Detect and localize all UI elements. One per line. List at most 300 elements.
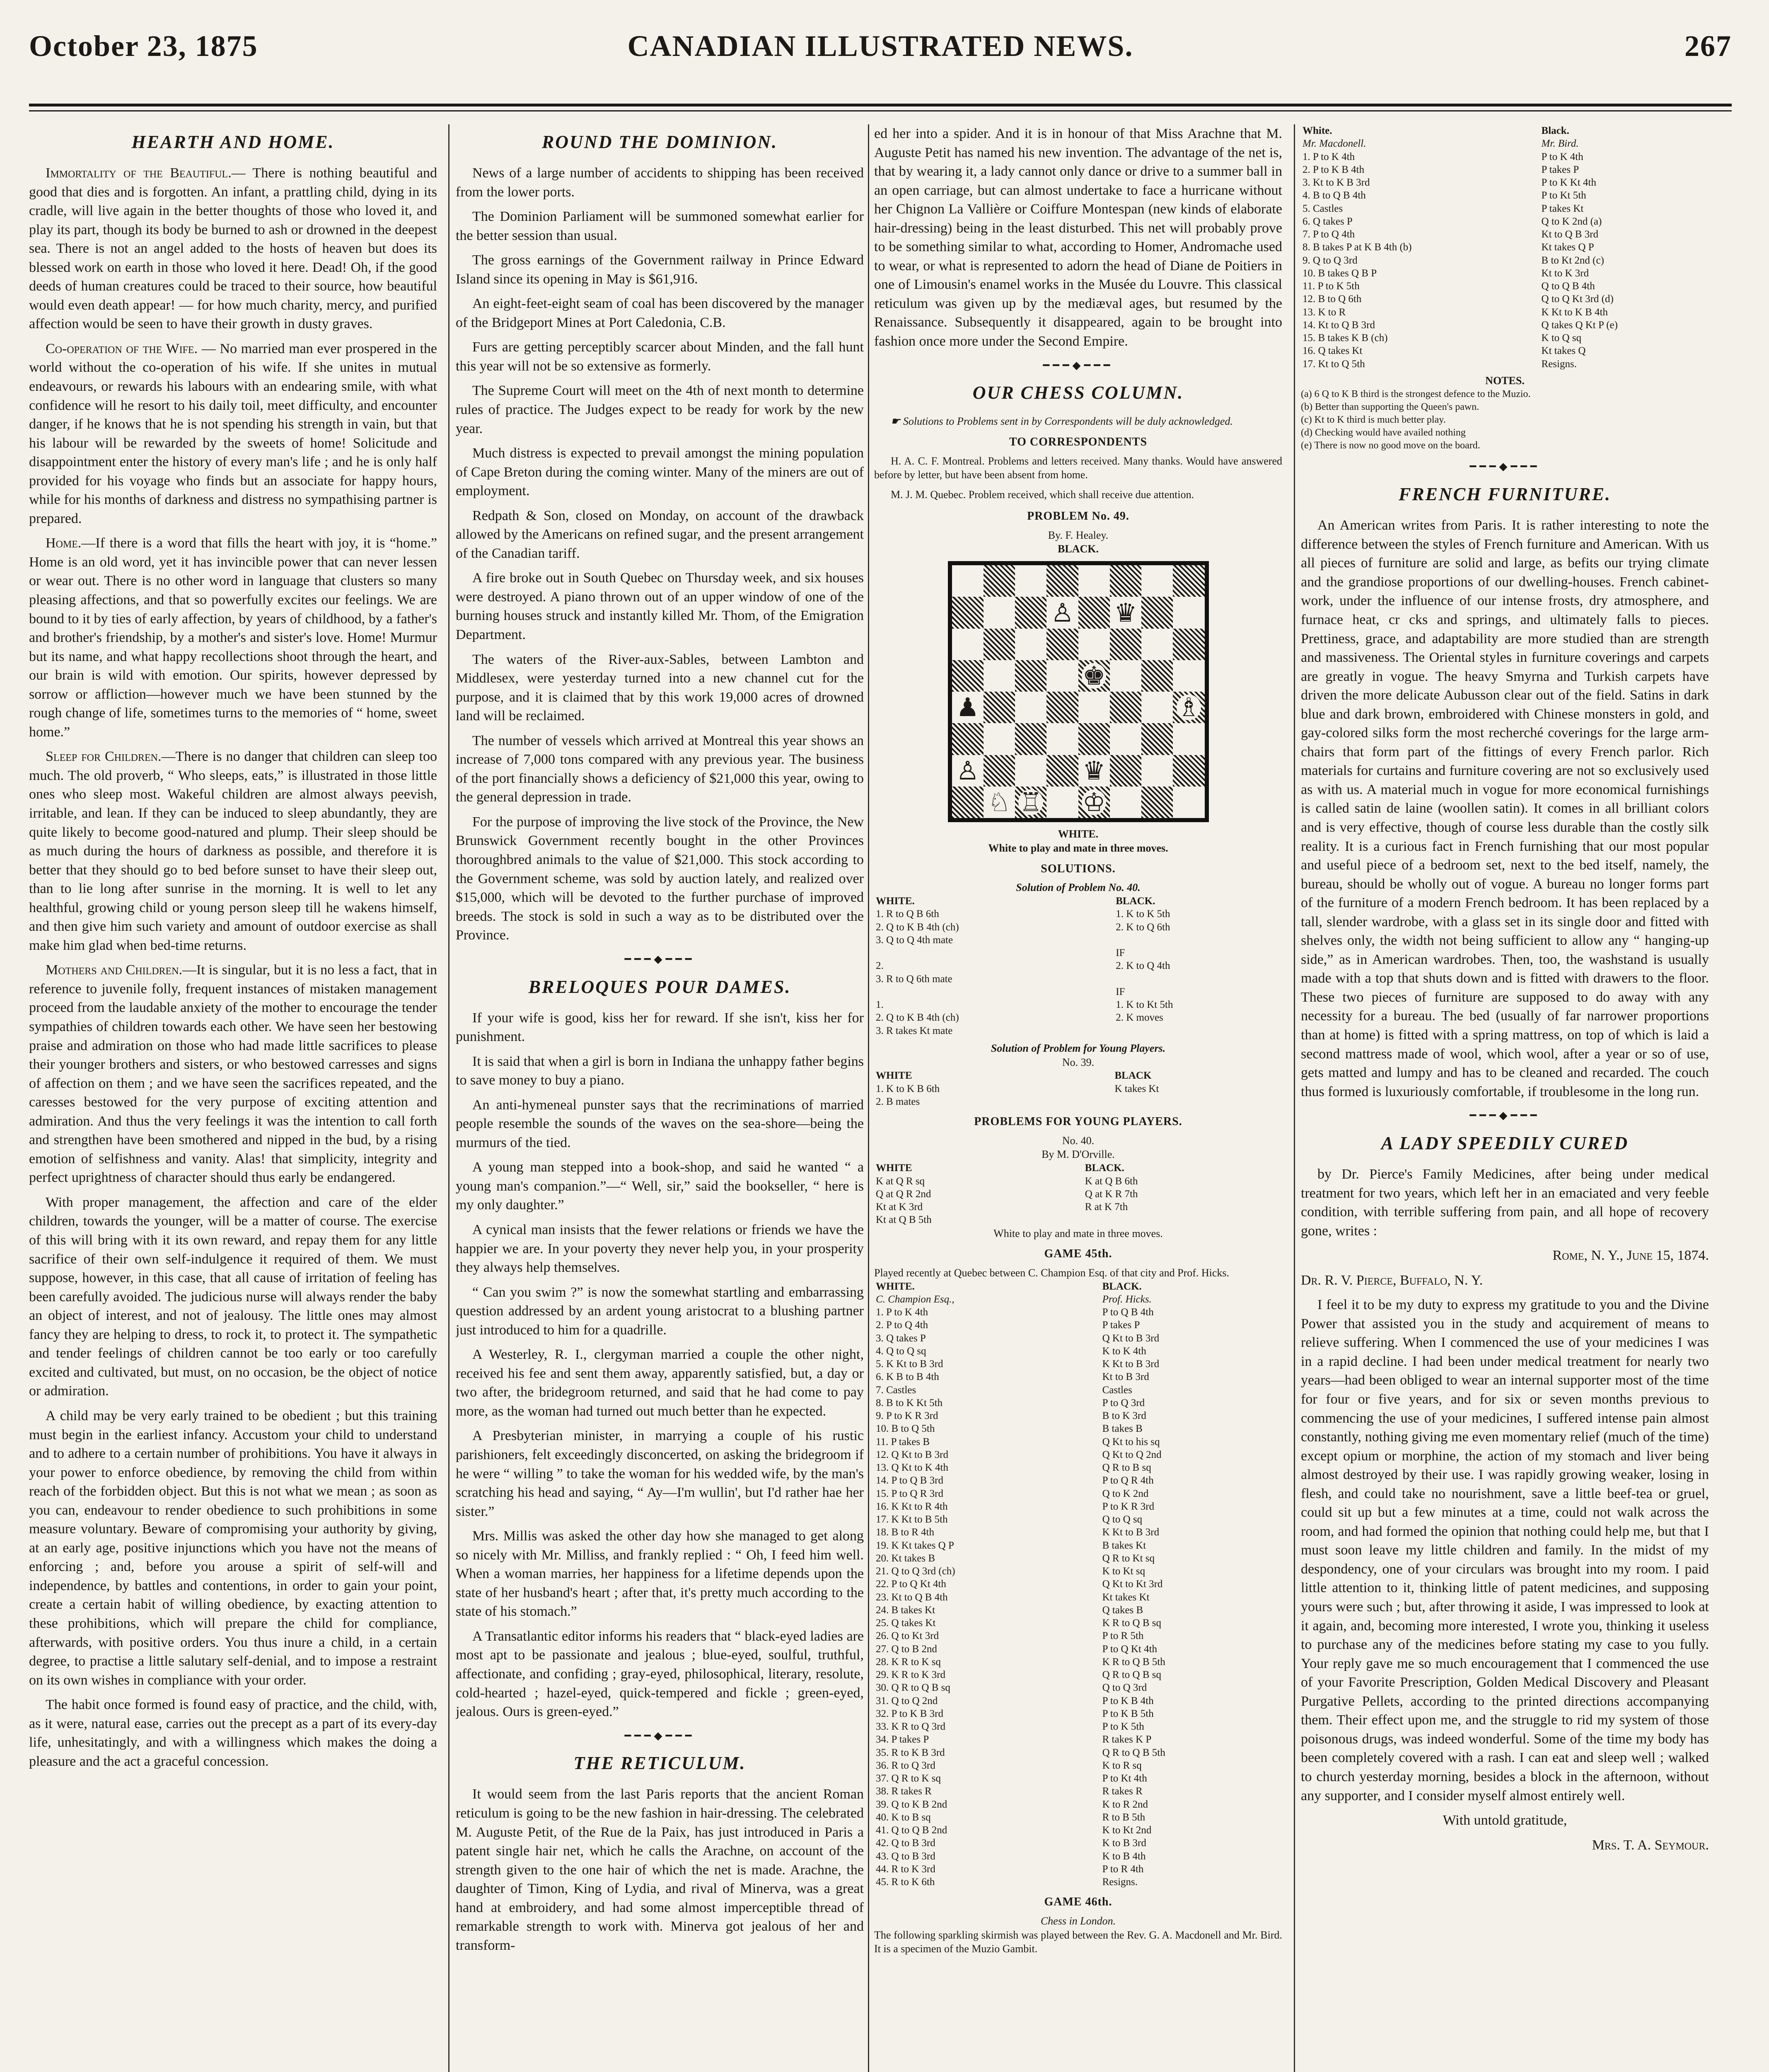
move-row — [874, 908, 1282, 920]
move-row — [874, 1617, 1282, 1629]
move-cell: Castles — [1102, 1384, 1132, 1396]
move-row — [874, 985, 1282, 998]
player-name: Mr. Bird. — [1541, 138, 1579, 150]
young-players-title: PROBLEMS FOR YOUNG PLAYERS. — [974, 1115, 1182, 1128]
lady-cured-intro: by Dr. Pierce's Family Medicines, after being under medical treatment for two years, which left her in an emaciated and very feeble condition, with terrible suffering from pain, and all hope of recovery gone, writes : — [1301, 1167, 1709, 1239]
paragraph — [29, 1193, 437, 1401]
paragraph-text: —There is no danger that children can sleep too much. The old proverb, “ Who sleeps, eats,” is illustrated in those little ones who sleep most. Wakeful children are almost always peevish, irritable, and lean. If they can be induced to sleep abundantly, they are quite likely to become good-natured and plump. Their sleep should be as much during the hours of darkness as possible, and therefore it is better that they should go to bed before sunset to have their sleep out, than to lie long after sunrise in the morning. It is well to let any healthful, growing child or young person sleep till he wakens himself, and then give him such variety and amount of outdoor exercise as shall make him glad when bed-time returns. — [29, 749, 437, 953]
move-row — [874, 921, 1282, 934]
move-cell: 27. Q to B 2nd — [876, 1643, 937, 1655]
move-cell: 2. K moves — [1116, 1012, 1163, 1024]
move-cell: Kt at K 3rd — [876, 1201, 923, 1213]
move-cell: P to R 5th — [1102, 1630, 1144, 1642]
move-cell: 3. R takes Kt mate — [876, 1025, 953, 1036]
move-row — [1301, 280, 1709, 293]
section-separator: ━━━◆━━━ — [1469, 460, 1540, 473]
move-row — [874, 1526, 1282, 1539]
move-row — [1301, 189, 1709, 202]
move-cell: 1. R to Q B 6th — [876, 908, 939, 920]
board-square — [1110, 565, 1141, 597]
move-cell: 40. K to B sq — [876, 1811, 931, 1823]
move-row — [1301, 176, 1709, 189]
board-square — [1173, 755, 1204, 787]
board-square — [952, 660, 984, 692]
game-note: (d) Checking would have availed nothing — [1301, 427, 1466, 438]
move-row — [1301, 202, 1709, 215]
move-cell: 28. K R to K sq — [876, 1656, 941, 1668]
board-square — [984, 660, 1015, 692]
move-cell: 1. P to K 4th — [876, 1307, 928, 1318]
move-row — [1301, 306, 1709, 319]
paragraph: Much distress is expected to prevail amongst the mining population of Cape Breton during the coming winter. Many of the miners are out of employment. — [456, 445, 864, 499]
column-divider — [1294, 124, 1295, 2072]
board-square — [1015, 660, 1046, 692]
move-cell: Kt to B 3rd — [1102, 1371, 1149, 1383]
game-45-table — [874, 1280, 1282, 1889]
move-cell: B takes B — [1102, 1423, 1143, 1435]
move-row — [1301, 358, 1709, 370]
move-cell: 17. K Kt to B 5th — [876, 1514, 948, 1525]
paragraph: A Westerley, R. I., clergyman married a couple the other night, received his fee and sent them away, apparently satisfied, but, a day or two after, the bridegroom returned, and said that he had come to pay more, as the woman had turned out much better than he expected. — [456, 1347, 864, 1419]
move-cell: 42. Q to B 3rd — [876, 1837, 935, 1849]
board-square — [984, 755, 1015, 787]
board-square — [1078, 755, 1110, 787]
move-cell: 16. K Kt to R 4th — [876, 1501, 948, 1512]
board-black-label: BLACK. — [1058, 543, 1099, 555]
move-cell: B to K 3rd — [1102, 1410, 1146, 1422]
solutions-title: SOLUTIONS. — [1041, 862, 1116, 875]
game-note: (e) There is now no good move on the board. — [1301, 440, 1480, 451]
move-row — [874, 946, 1282, 959]
paragraph-lead: Co-operation of the Wife. — [46, 341, 198, 356]
move-cell: Q to K 2nd — [1102, 1488, 1149, 1499]
paragraph — [29, 339, 437, 528]
young-problem-table — [874, 1162, 1282, 1226]
move-cell: 18. B to R 4th — [876, 1527, 934, 1538]
move-column-header: Black. — [1541, 125, 1569, 136]
paragraph — [29, 534, 437, 741]
paragraph — [29, 1695, 437, 1771]
move-row — [874, 1785, 1282, 1798]
move-cell: K at Q B 6th — [1085, 1175, 1138, 1187]
header-rule — [29, 104, 1732, 107]
move-cell: 11. P takes B — [876, 1436, 930, 1447]
move-cell: 8. B to K Kt 5th — [876, 1397, 943, 1409]
move-cell: Kt at Q B 5th — [876, 1214, 932, 1226]
move-cell: 2. Q to K B 4th (ch) — [876, 921, 959, 933]
move-cell: Kt takes Kt — [1102, 1591, 1150, 1603]
paragraph: “ Can you swim ?” is now the somewhat startling and embarrassing question addressed by an ardent young aristocrat to a blushing partner just introduced to him for a quadrille. — [456, 1284, 864, 1338]
move-cell: Q Kt to B 3rd — [1102, 1332, 1160, 1344]
board-square — [1173, 787, 1204, 818]
column-divider — [868, 124, 869, 2072]
move-cell: K to Kt 2nd — [1102, 1825, 1152, 1836]
move-row — [874, 973, 1282, 985]
move-cell: K Kt to B 3rd — [1102, 1527, 1160, 1538]
board-square — [1173, 692, 1204, 723]
move-cell: K R to Q B sq — [1102, 1617, 1161, 1629]
chess-piece: ♚ — [1082, 661, 1106, 691]
move-cell: IF — [1116, 947, 1125, 959]
move-row — [874, 1668, 1282, 1681]
french-furniture-body — [1301, 516, 1709, 1101]
move-row — [874, 1409, 1282, 1422]
paragraph: A young man stepped into a book-shop, and said he wanted “ a young man's companion.”—“ Well, sir,” said the bookseller, “ here is my only daughter.” — [456, 1159, 864, 1213]
move-row — [1301, 241, 1709, 254]
move-row — [1301, 319, 1709, 332]
chess-piece: ♔ — [1082, 787, 1106, 818]
paragraph-text: The habit once formed is found easy of practice, and the child, with, as it were, natural ease, carries out the precept as a part of its every-day life, unhesitatingly, and with a willingness which makes the doing a pleasure and the act a graceful concession. — [29, 1697, 437, 1769]
move-row — [874, 934, 1282, 946]
board-square — [1110, 787, 1141, 818]
problem-author: By. F. Healey. — [1048, 529, 1109, 541]
move-row — [874, 1011, 1282, 1024]
move-cell: K at Q R sq — [876, 1175, 925, 1187]
move-cell: R takes K P — [1102, 1734, 1152, 1745]
paragraph — [29, 1406, 437, 1690]
board-square — [1015, 597, 1046, 628]
column-2 — [456, 124, 864, 2072]
young-problem-caption: White to play and mate in three moves. — [993, 1227, 1163, 1239]
paragraph — [29, 961, 437, 1187]
move-cell: 39. Q to K B 2nd — [876, 1798, 947, 1810]
move-cell: 2. K to Q 6th — [1116, 921, 1170, 933]
move-cell: 2. K to Q 4th — [1116, 960, 1170, 972]
move-row — [874, 1448, 1282, 1461]
move-cell: 36. R to Q 3rd — [876, 1760, 935, 1771]
move-row — [874, 1850, 1282, 1863]
player-name: C. Champion Esq., — [876, 1293, 955, 1305]
paragraph: An eight-feet-eight seam of coal has been discovered by the manager of the Bridgeport Mines at Port Caledonia, C.B. — [456, 296, 864, 330]
board-square — [1078, 597, 1110, 628]
move-row — [1301, 344, 1709, 357]
move-row — [874, 1435, 1282, 1448]
paragraph-text: —If there is a word that fills the heart with joy, it is “home.” Home is an old word, yet it has invincible power that can never lessen or wear out. There is no other word in language that clusters so many pleasing affections, and that so powerfully excites our feelings. We are bound to it by ties of early affection, by years of childhood, by a father's and brother's friendship, by a mother's and sister's love. Home! Murmur but its name, and what happy recollections shoot through the heart, and our brain is wild with emotion. Our spirits, however depressed by sorrow or affliction—however much we have been stunned by the rough change of life, sometimes turns to the memories of “ home, sweet home.” — [29, 535, 437, 740]
board-square — [1046, 629, 1078, 660]
correspondents-list — [874, 454, 1282, 502]
game-46-table — [1301, 124, 1709, 370]
game-46-intro: The following sparkling skirmish was played between the Rev. G. A. Macdonell and Mr. Bird. It is a specimen of the Muzio Gambit. — [874, 1929, 1282, 1955]
move-row — [1301, 254, 1709, 267]
board-square — [1046, 755, 1078, 787]
move-row — [874, 998, 1282, 1011]
move-cell: P to K B 5th — [1102, 1708, 1154, 1719]
move-cell: P to Q Kt 4th — [1102, 1643, 1158, 1655]
move-cell: 35. R to K B 3rd — [876, 1747, 945, 1758]
solution-39-number: No. 39. — [1062, 1056, 1095, 1068]
board-square — [952, 692, 984, 723]
move-row — [874, 1720, 1282, 1733]
board-square — [1110, 629, 1141, 660]
move-row — [1301, 293, 1709, 305]
move-cell: R takes R — [1102, 1786, 1143, 1797]
move-row — [874, 1759, 1282, 1772]
move-row — [1301, 150, 1709, 163]
board-square — [1141, 660, 1173, 692]
board-square — [1078, 629, 1110, 660]
move-cell: 17. Kt to Q 5th — [1303, 358, 1365, 370]
move-row — [874, 1319, 1282, 1331]
problem-title: PROBLEM No. 49. — [1027, 510, 1129, 523]
board-square — [1015, 692, 1046, 723]
board-square — [1046, 692, 1078, 723]
chess-piece: ♙ — [1051, 597, 1074, 628]
move-cell: 4. Q to Q sq — [876, 1345, 926, 1357]
board-square — [1078, 787, 1110, 818]
breloques-body — [456, 1009, 864, 1721]
move-row — [874, 1733, 1282, 1746]
move-cell: 14. P to Q B 3rd — [876, 1475, 943, 1486]
move-row — [874, 1188, 1282, 1201]
paragraph: If your wife is good, kiss her for reward. If she isn't, kiss her for punishment. — [456, 1010, 864, 1045]
move-column-header: BLACK. — [1085, 1162, 1124, 1174]
column-4 — [1301, 124, 1709, 2072]
move-column-header: WHITE. — [876, 1280, 915, 1292]
player-name: Mr. Macdonell. — [1303, 138, 1366, 150]
move-cell: 1. K to K B 6th — [876, 1083, 940, 1094]
move-cell: Q Kt to his sq — [1102, 1436, 1160, 1447]
board-square — [1015, 755, 1046, 787]
move-cell — [1083, 1213, 1282, 1226]
move-cell: B to Kt 2nd (c) — [1541, 254, 1604, 266]
problem-caption: White to play and mate in three moves. — [988, 842, 1168, 854]
move-cell: P to Kt 4th — [1102, 1773, 1147, 1784]
board-square — [1110, 692, 1141, 723]
move-cell: 2. P to K B 4th — [1303, 164, 1365, 175]
move-row — [874, 1552, 1282, 1565]
move-row — [874, 1513, 1282, 1526]
move-row — [874, 1863, 1282, 1876]
move-cell: Q R to Q B sq — [1102, 1669, 1161, 1681]
move-cell: Resigns. — [1102, 1876, 1138, 1888]
board-square — [952, 629, 984, 660]
move-cell: 11. P to K 5th — [1303, 281, 1360, 292]
move-row — [874, 1629, 1282, 1642]
board-square — [1078, 723, 1110, 755]
letter-salutation: Dr. R. V. Pierce, Buffalo, N. Y. — [1301, 1272, 1483, 1288]
move-table-header — [874, 1162, 1282, 1174]
move-cell: P to Q R 4th — [1102, 1475, 1154, 1486]
paragraph: For the purpose of improving the live stock of the Province, the New Brunswick Government recently bought in the other Provinces thoroughbred animals to the value of $21,000. This stock according to the Government scheme, was sold by auction lately, and realized over $15,000, which will be devoted to the further purchase of improved breeds. The stock is sold in such a way as to be distributed over the Province. — [456, 814, 864, 943]
board-square — [1110, 723, 1141, 755]
move-cell: 1. P to K 4th — [1303, 151, 1355, 162]
move-cell: Q R to Q B 5th — [1102, 1747, 1165, 1758]
move-cell: P to K 5th — [1102, 1721, 1144, 1733]
section-heading-round-the-dominion: ROUND THE DOMINION. — [541, 132, 778, 152]
board-square — [952, 597, 984, 628]
move-cell: 21. Q to Q 3rd (ch) — [876, 1566, 955, 1577]
move-cell: 1. K to K 5th — [1116, 908, 1170, 920]
game-45-title: GAME 45th. — [1044, 1247, 1112, 1261]
board-square — [1141, 597, 1173, 628]
game-note: (a) 6 Q to K B third is the strongest defence to the Muzio. — [1301, 388, 1531, 399]
move-cell — [874, 946, 1114, 959]
move-row — [874, 1500, 1282, 1513]
move-cell: K Kt to B 3rd — [1102, 1358, 1160, 1370]
move-table-header — [874, 1069, 1282, 1082]
board-square — [1015, 787, 1046, 818]
game-note: (c) Kt to K third is much better play. — [1301, 414, 1446, 425]
lady-cured-body — [1301, 1295, 1709, 1805]
move-cell: P to K 4th — [1541, 151, 1583, 162]
board-square — [1173, 597, 1204, 628]
move-cell: 25. Q takes Kt — [876, 1617, 936, 1629]
game-note: (b) Better than supporting the Queen's pawn. — [1301, 401, 1479, 412]
move-cell: K to B 4th — [1102, 1850, 1146, 1862]
move-column-header: BLACK. — [1102, 1280, 1142, 1292]
young-problem-number: No. 40. — [1062, 1134, 1095, 1147]
board-square — [1141, 629, 1173, 660]
move-cell — [874, 985, 1114, 998]
paragraph-text: —It is singular, but it is no less a fact, that in reference to juvenile folly, frequent instances of mistaken management proceed from the laudable anxiety of the mother to encourage the tender sympathies of children towards each other. We have seen her bestowing praise and admiration on those who had made little sacrifices to please their younger brothers and sisters, or who bestowed carresses and signs of affection on them ; and we have seen the sacrifices repeated, and the caresses bestowed for the very purpose of exciting attention and admiration. And thus the very feelings it was the intention to call forth and strengthen have been smothered and nipped in the bud, by a rising emotion of selfishness and vanity. Alas! that simplicity, integrity and perfect uprightness of character should thus early be endangered. — [29, 962, 437, 1186]
move-cell: P to K R 3rd — [1102, 1501, 1155, 1512]
move-cell: 10. B takes Q B P — [1303, 267, 1377, 279]
section-separator: ━━━◆━━━ — [1469, 1109, 1540, 1122]
move-row — [874, 1358, 1282, 1370]
game-45-intro: Played recently at Quebec between C. Champion Esq. of that city and Prof. Hicks. — [874, 1266, 1230, 1279]
move-cell: P to K B 4th — [1102, 1695, 1154, 1706]
move-cell — [1114, 1024, 1282, 1037]
move-cell: K to B 3rd — [1102, 1837, 1146, 1849]
issue-date: October 23, 1875 — [29, 29, 258, 63]
section-heading-lady-cured: A LADY SPEEDILY CURED — [1381, 1133, 1629, 1154]
chess-piece: ♘ — [988, 787, 1011, 818]
paragraph-text: With proper management, the affection and care of the elder children, towards the younger, will be a matter of course. The exercise of this will bring with it its own reward, and repay them for any little sacrifice of their own self-indulgence it required of them. We must suppose, however, in this case, that all cause of irritation of feeling has been carefully avoided. The judicious nurse will always render the baby an object of interest, and not of jealousy. The little ones may almost fancy they are helping to dress, to rock it, to protect it. The sympathetic and tender feelings of children cannot be too early or too carefully excited and cultivated, but must, on no occasion, be the object of notice or admiration. — [29, 1194, 437, 1399]
move-cell: Q at K R 7th — [1085, 1188, 1138, 1200]
board-square — [1141, 565, 1173, 597]
chess-board — [948, 561, 1209, 822]
game-46-subtitle: Chess in London. — [1040, 1915, 1116, 1927]
move-cell: Q to K 2nd (a) — [1541, 215, 1602, 227]
move-cell: Kt to K 3rd — [1541, 267, 1589, 279]
paragraph-text: A child may be very early trained to be obedient ; but this training must begin in the earliest infancy. Accustom your child to understand and to adhere to a certain number of prohibitions. You have it always in your power to enforce obedience, by removing the child from within reach of the forbidden object. But this is not what we mean ; as soon as you can, endeavour to render obedience to such prohibitions in some measure voluntary. Beware of compromising your authority by giving, at an early age, positive injunctions which you have not the means of enforcing ; and, before you arouse a spirit of self-will and independence, by battles and contentions, in order to gain your point, create a certain habit of willing obedience, by exacting attention to these prohibitions, which will prepare the child for compliance, afterwards, with positive orders. You thus inure a child, in a certain degree, to practise a little salutary self-denial, and to impose a restraint on its own wishes in compliance with your order. — [29, 1408, 437, 1688]
move-cell: 45. R to K 6th — [876, 1876, 935, 1888]
paragraph: A cynical man insists that the fewer relations or friends we have the happier we are. In your poverty they never help you, in your prosperity they always help themselves. — [456, 1222, 864, 1276]
section-heading-reticulum: THE RETICULUM. — [573, 1753, 746, 1774]
paragraph: The Supreme Court will meet on the 4th of next month to determine rules of practice. The Judges expect to be ready for work by the new year. — [456, 383, 864, 436]
move-row — [874, 1306, 1282, 1319]
move-cell: 14. Kt to Q B 3rd — [1303, 319, 1375, 331]
move-cell: 19. K Kt takes Q P — [876, 1539, 954, 1551]
board-square — [984, 629, 1015, 660]
paragraph-lead: Home. — [46, 535, 82, 551]
move-cell: 37. Q R to K sq — [876, 1773, 941, 1784]
correspondents-title: TO CORRESPONDENTS — [1009, 436, 1148, 449]
move-row — [874, 1461, 1282, 1474]
paragraph: A fire broke out in South Quebec on Thursday week, and six houses were destroyed. A piano thrown out of an upper window of one of the burning houses struck and instantly killed Mr. Thom, of the Emigration Department. — [456, 570, 864, 642]
move-cell: R at K 7th — [1085, 1201, 1128, 1213]
board-square — [984, 565, 1015, 597]
move-row — [874, 1565, 1282, 1578]
move-cell: 3. Q to Q 4th mate — [876, 934, 953, 946]
move-cell: K to K 4th — [1102, 1345, 1146, 1357]
board-square — [1173, 723, 1204, 755]
move-cell: IF — [1116, 986, 1125, 997]
move-cell: 3. Q takes P — [876, 1332, 926, 1344]
section-heading-hearth-and-home: HEARTH AND HOME. — [131, 132, 335, 152]
paragraph: I feel it to be my duty to express my gratitude to you and the Divine Power that assisted you in the study and acquirement of means to relieve suffering. When I commenced the use of your medicines I was in a rapid decline. I had been under medical treatment for nearly two years—had been obliged to wear an internal supporter most of the time for four or five years, and for six or seven months previous to commencing the use of your medicines, I suffered intense pain almost constantly, nothing giving me even momentary relief (much of the time) except opium or morphine, the action of my stomach and liver being almost destroyed by their use. I was rapidly growing weaker, losing in flesh, and could take no nourishment, save a little beef-tea or gruel, could sit up but a few minutes at a time, could not walk across the room, and had formed the opinion that nothing could help me, but that I must soon leave my little children and family. In the midst of my despondency, one of your circulars was brought into my room. I paid little attention to it, thinking little of patent medicines, and supposing yours were such ; but, after throwing it aside, I was impressed to look at it again, and, becoming more interested, I wrote you, thinking it useless to purchase any of the medicines before stating my case to you fully. Your reply gave me so much encouragement that I commenced the use of your Favorite Prescription, Golden Medical Discovery and Pleasant Purgative Pellets, according to the printed directions accompanying them. Their effect upon me, and the struggle to rid my system of those poisonous drugs, was indeed wonderful. Some of the time my body has been completely covered with a rash. I can eat and sleep well ; walked to church yesterday morning, besides a block in the afternoon, without any supporter, and I consider myself almost entirely well. — [1301, 1297, 1709, 1803]
move-row — [874, 1811, 1282, 1824]
move-cell: P to Q B 4th — [1102, 1307, 1154, 1318]
board-square — [1046, 660, 1078, 692]
move-cell: 7. P to Q 4th — [1303, 229, 1355, 240]
paragraph: The gross earnings of the Government railway in Prince Edward Island since its opening in May is $61,916. — [456, 252, 864, 287]
board-square — [984, 597, 1015, 628]
board-white-label: WHITE. — [1058, 828, 1099, 840]
paragraph: An anti-hymeneal punster says that the recriminations of married people resemble the sounds of the waves on the sea-shore—being the murmurs of the tied. — [456, 1097, 864, 1150]
paragraph-lead: Mothers and Children. — [46, 962, 183, 978]
move-cell: 32. P to K B 3rd — [876, 1708, 943, 1719]
paragraph-lead: Immortality of the Beautiful. — [46, 165, 232, 181]
move-row — [874, 1824, 1282, 1837]
solution-39-table — [874, 1069, 1282, 1108]
board-square — [1015, 723, 1046, 755]
move-cell: 13. Q Kt to K 4th — [876, 1462, 948, 1474]
move-cell: 12. Q Kt to B 3rd — [876, 1449, 948, 1460]
move-row — [874, 1345, 1282, 1358]
move-column-header: BLACK — [1114, 1070, 1152, 1082]
move-row — [874, 1201, 1282, 1213]
move-cell: Kt to Q B 3rd — [1541, 229, 1599, 240]
move-cell: P to K Kt 4th — [1541, 177, 1596, 188]
board-square — [1141, 723, 1173, 755]
move-row — [874, 1024, 1282, 1037]
board-square — [1173, 565, 1204, 597]
move-cell: Q takes Q Kt P (e) — [1541, 319, 1618, 331]
game-46-title: GAME 46th. — [1044, 1895, 1112, 1909]
move-cell: 15. B takes K B (ch) — [1303, 332, 1388, 344]
young-problem-author: By M. D'Orville. — [1042, 1148, 1115, 1161]
move-row — [874, 1604, 1282, 1617]
board-square — [1141, 787, 1173, 818]
move-cell: 22. P to Q Kt 4th — [876, 1578, 946, 1590]
move-row — [874, 1837, 1282, 1849]
move-row — [874, 1474, 1282, 1487]
column-3 — [874, 124, 1282, 2072]
board-square — [1046, 565, 1078, 597]
move-cell: Q to Q Kt 3rd (d) — [1541, 293, 1614, 305]
move-column-header: WHITE — [876, 1070, 912, 1082]
reticulum-continuation: ed her into a spider. And it is in honour of that Miss Arachne that M. Auguste Petit has named his new invention. The advantage of the net is, that by wearing it, a lady cannot only dance or drive to a summer ball in an open carriage, but can almost undertake to face a hurricane without her Chignon La Vallière or Coiffure Montespan (new kinds of elaborate hair-dressing) being in the least disturbed. This net will probably prove to be something similar to what, according to Homer, Andromache used to wear, or what is represented to adorn the head of Diane de Poitiers in one of Limousin's enamel works in the Musée du Louvre. This classical reticulum was given up by the mediæval ages, but resumed by the Renaissance. Subsequently it disappeared, again to be brought into fashion once more under the Second Empire. — [874, 126, 1282, 349]
paragraph: Redpath & Son, closed on Monday, on account of the drawback allowed by the Americans on refined sugar, and the present arrangement of the Canadian tariff. — [456, 508, 864, 561]
move-cell: 8. B takes P at K B 4th (b) — [1303, 242, 1412, 253]
board-square — [952, 787, 984, 818]
move-cell: 15. P to Q R 3rd — [876, 1488, 943, 1499]
paragraph — [29, 164, 437, 334]
board-square — [1015, 565, 1046, 597]
paragraph: News of a large number of accidents to shipping has been received from the lower ports. — [456, 165, 864, 200]
chess-piece: ♛ — [1082, 755, 1106, 786]
move-row — [1301, 228, 1709, 241]
move-cell: 33. K R to Q 3rd — [876, 1721, 946, 1733]
move-row — [874, 1487, 1282, 1500]
player-names — [874, 1293, 1282, 1306]
move-row — [874, 1082, 1282, 1095]
move-cell: P takes Kt — [1541, 203, 1584, 214]
paragraph-lead: Sleep for Children. — [46, 749, 162, 765]
solution-39-title: Solution of Problem for Young Players. — [991, 1042, 1166, 1054]
paragraph: The number of vessels which arrived at Montreal this year shows an increase of 7,000 tons compared with any previous year. The business of the port financially shows a deficiency of $21,000 this year, owing to the general depression in trade. — [456, 733, 864, 805]
paragraph: An American writes from Paris. It is rather interesting to note the difference between the styles of French furniture and American. With us all pieces of furniture are solid and large, as befits our trying climate and the grandiose proportions of our dwelling-houses. French cabinet-work, under the influence of our intense frosts, dry atmosphere, and furnace heat, cr cks and springs, and ultimately falls to pieces. Prettiness, grace, and adaptability are more studied than are strength and massiveness. The Oriental styles in furniture coverings and carpets are greatly in vogue. The heavy Smyrna and Turkish carpets have driven the more delicate Aubusson clear out of the field. Satins in dark blue and dark brown, embroidered with Chinese monsters in gold, and gay-colored silks form the most recherché coverings for the large arm-chairs that form part of the fittings of every French parlor. Rich materials for curtains and furniture covering are not so exclusively used as with us. A material much in vogue for more economical furnishings is called satin de laine (woollen satin). It comes in all brilliant colors and is very effective, though of course less durable than the costly silk reality. It is a curious fact in French furnishing that our most popular and useful piece of a bedroom set, next to the bed itself, namely, the bureau, should be wholly out of vogue. A bureau no longer forms part of the furniture of a modern French bedroom. It has been replaced by a tall, slender wardrobe, with a glass set in its single door and fitted with shelves only, the width not being sufficient to allow any “ hanging-up side,” as in American wardrobes. Then, too, the washstand is usually made with a top that shuts down and is fitted with drawers to the floor. These two pieces of furniture are supposed to do away with any necessity for a bureau. The bed (usually of far narrower proportions than at home) is fitted with a spring mattress, on top of which is laid a second mattress made of wool, which wool, after a year or so of use, gets matted and lumpy and has to be cleaned and recarded. The couch thus formed is luxuriously comfortable, if troublesome in the long run. — [1301, 518, 1709, 1099]
section-heading-french-furniture: FRENCH FURNITURE. — [1398, 484, 1612, 505]
move-cell: 31. Q to Q 2nd — [876, 1695, 938, 1706]
board-square — [952, 565, 984, 597]
move-cell: 12. B to Q 6th — [1303, 293, 1362, 305]
player-names — [1301, 137, 1709, 150]
paragraph-text: — No married man ever prospered in the world without the co-operation of his wife. If she unites in mutual endeavours, or rewards his labours with an endearing smile, with what confidence will he resort to his daily toil, meet difficulty, and encounter danger, if he knows that he is not spending his strength in vain, but that his labour will be rewarded by the sweets of home! Solicitude and disappointment enter the history of every man's life ; and he is only half provided for his voyage who finds but an associate for happy hours, while for his months of darkness and distress no sympathising partner is prepared. — [29, 341, 437, 526]
letter-closing: With untold gratitude, — [1443, 1813, 1567, 1828]
move-cell: 6. K B to B 4th — [876, 1371, 939, 1383]
